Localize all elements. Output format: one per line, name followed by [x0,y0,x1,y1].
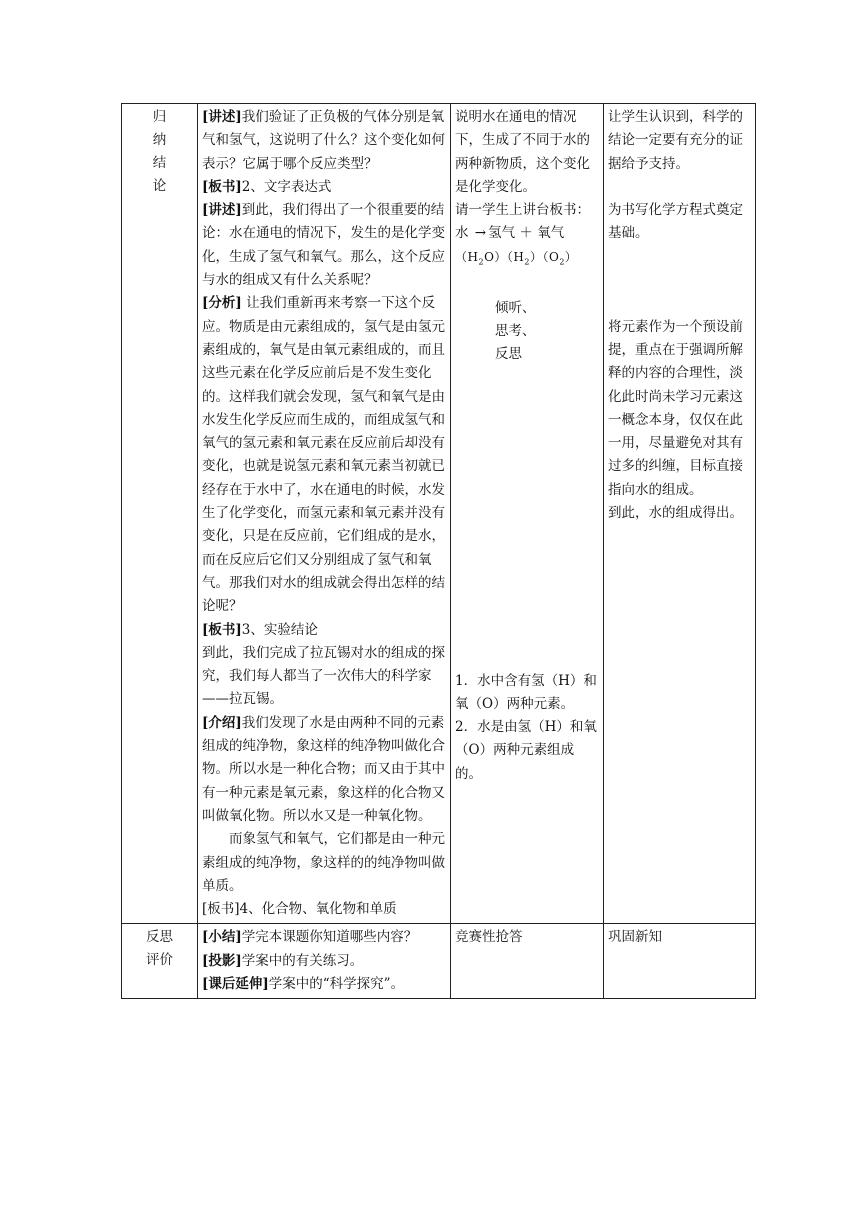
lesson-plan-page [121,103,755,999]
teacher-paragraph: [课后延伸]学案中的“科学探究”。 [202,975,405,992]
teacher-paragraph: [投影]学案中的有关练习。 [202,952,364,969]
teacher-paragraph: [讲述]到此，我们得出了一个很重要的结论：水在通电的情况下，发生的是化学变化，生成了氢气和氧气。那么，这个反应与水的组成又有什么关系呢？ [202,202,445,289]
student-activities: 倾听、 思考、 反思 [495,299,536,363]
stage-label-conclusion: 归 纳 结 论 [152,109,167,194]
student-paragraph: 请一学生上讲台板书： [455,202,590,219]
conclusion-row [122,104,756,924]
student-activity-cell [451,104,604,924]
stage-label-reflection: 反思 评价 [146,929,173,969]
student-activity-cell [451,924,604,999]
teacher-paragraph: [分析] 让我们重新再来考察一下这个反应。物质是由元素组成的，氢气是由氢元素组成的，氧气是由氧元素组成的，而且这些元素在化学反应前后是不发生变化的。这样我们就会发现，氢气和氧气是由水发生化学反应而生成的，而组成氢气和氧气的氢元素和氧元素在反应前后却没有变化，也就是说氢元素和氧元素当初就已经存在于水中了，水在通电的时候，水发生了化学变化，而氢元素和氧元素并没有变化，只是在反应前，它们组成的是水，而在反应后它们又分别组成了氢气和氧气。那我们对水的组成就会得出怎样的结论呢？ [202,295,445,615]
conclusion-item: 1．水中含有氢（H）和氧（O）两种元素。 [455,672,597,712]
teacher-paragraph: 而象氢气和氧气，它们都是由一种元素组成的纯净物，象这样的的纯净物叫做单质。 [202,831,445,894]
teacher-activity-cell [198,104,451,924]
word-equation: 水 → 氢气 ＋ 氧气 [455,222,599,245]
design-intent-cell [604,104,756,924]
conclusion-item: 2．水是由氢（H）和氧（O）两种元素组成的。 [455,719,597,782]
teacher-paragraph: [讲述]我们验证了正负极的气体分别是氧气和氢气，这说明了什么？这个变化如何表示？它属于哪个反应类型？ [202,109,445,172]
stage-cell-conclusion [122,104,198,924]
lesson-plan-table [121,103,756,999]
reflection-row [122,924,756,999]
intent-paragraph: 将元素作为一个预设前提，重点在于强调所解释的内容的合理性，淡化此时尚未学习元素这一概念本身，仅仅在此一用，尽量避免对其有过多的纠缠，目标直接指向水的组成。 [608,318,743,498]
teacher-paragraph: [板书]2、文字表达式 [202,178,332,195]
teacher-paragraph: 到此，我们完成了拉瓦锡对水的组成的探究，我们每人都当了一次伟大的科学家——拉瓦锡。 [202,644,445,708]
chemical-formulas: $(H_2O)(H_2)(O_2)$ [455,249,578,267]
intent-paragraph: 为书写化学方程式奠定基础。 [608,202,743,242]
intent-paragraph: 巩固新知 [608,929,662,946]
teacher-paragraph: [板书]3、实验结论 [202,621,318,638]
student-paragraph: 说明水在通电的情况下，生成了不同于水的两种新物质，这个变化是化学变化。 [455,109,590,195]
teacher-paragraph: [介绍]我们发现了水是由两种不同的元素组成的纯净物，象这样的纯净物叫做化合物。所以水是一种化合物；而又由于其中有一种元素是氧元素，象这样的化合物又叫做氧化物。所以水又是一种氧化物。 [202,714,445,824]
student-paragraph: 竞赛性抢答 [455,929,523,946]
intent-paragraph: 到此，水的组成得出。 [608,505,743,522]
teacher-paragraph: [板书]4、化合物、氧化物和单质 [202,901,397,918]
teacher-activity-cell [198,924,451,999]
intent-paragraph: 让学生认识到，科学的结论一定要有充分的证据给予支持。 [608,109,743,172]
design-intent-cell [604,924,756,999]
arrow-icon: → [474,225,487,242]
teacher-paragraph: [小结]学完本课题你知道哪些内容？ [202,929,418,946]
stage-cell-reflection [122,924,198,999]
